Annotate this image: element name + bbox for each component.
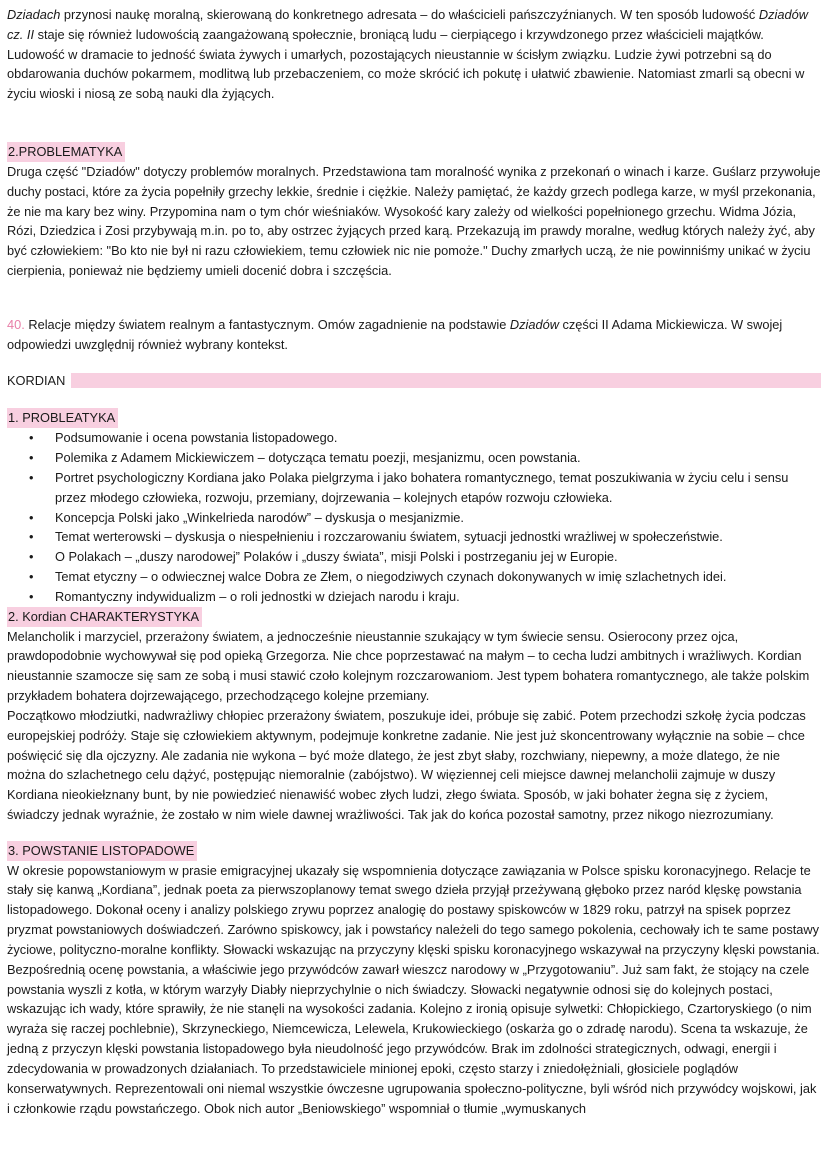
bullet-icon: • <box>29 450 34 466</box>
paragraph-intro-2: Ludowość w dramacie to jedność świata żywych i umarłych, pozostających nieustannie w ścisłym związku. Ludzie żywi potrzebni są do obdarowania duchów pokarmem, modlitwą lub przebaczeniem, co może skrócić ich pokutę i ułatwić zbawienie. Natomiast zmarli są obecni w życiu wioski i niosą ze sobą nauki dla żyjących. <box>7 46 805 102</box>
list-item-text: Portret psychologiczny Kordiana jako Polaka pielgrzyma i jako bohatera romantycznego, temat poszukiwania w życiu celu i sensu przez młodego człowieka, rozwoju, przemiany, dojrzewania – kolejnych etapów rozwoju człowieka. <box>55 469 789 505</box>
kordian-heading-row <box>7 371 821 391</box>
list-item <box>7 547 821 567</box>
bullet-icon: • <box>29 588 34 604</box>
list-item-text: Podsumowanie i ocena powstania listopadowego. <box>55 430 338 446</box>
list-item-text: Polemika z Adamem Mickiewiczem – dotycząca tematu poezji, mesjanizmu, ocen powstania. <box>55 450 581 466</box>
list-item <box>7 448 821 468</box>
title-reference: Dziadów <box>509 316 559 332</box>
exam-question <box>7 315 821 355</box>
bullet-icon: • <box>29 569 34 585</box>
list-item <box>7 508 821 528</box>
list-item-text: Koncepcja Polski jako „Winkelrieda narodów” – dyskusja o mesjanizmie. <box>55 509 464 525</box>
list-item-text: Temat werterowski – dyskusja o niespełnieniu i rozczarowaniu światem, sytuacji jednostki wrażliwej w społeczeństwie. <box>55 529 723 545</box>
bullet-icon: • <box>29 469 34 485</box>
title-reference: Dziadach <box>7 7 61 22</box>
highlight-bar <box>71 373 821 388</box>
list-item <box>7 468 821 508</box>
bullet-icon: • <box>29 549 34 565</box>
paragraph-powstanie-2: Bezpośrednią ocenę powstania, a właściwie jego przywódców zawarł wieszcz narodowy w „Przygotowaniu”. Już sam fakt, że stojący na czele powstania wyszli z kotła, w którym warzyły Diabły nieprzychylnie o nich świadczy. Słowacki negatywnie odnosi się do kolejnych postaci, wskazując ich wady, które sprawiły, że nie stanęli na wysokości zadania. Kolejno z ironią opisuje sylwetki: Chłopickiego, Czartoryskiego (o nim wyraża się raczej pochlebnie), Skrzyneckiego, Niemcewicza, Lelewela, Krukowieckiego (oskarża go o zdradę narodu). Scena ta wskazuje, że jedną z przyczyn klęski powstania listopadowego była nieudolność jego przywódców. Brak im zdolności strategicznych, odwagi, energii i zdecydowania w prowadzonych działaniach. To przedstawiciele minionej epoki, często starzy i zniedołężniali, głosiciele poglądów konserwatywnych. Reprezentowali oni niemal wszystkie ówczesne ugrupowania społeczno-polityczne, byli wśród nich przywódcy wojskowi, jak i członkowie rządu powstańczego. Obok nich autor „Beniowskiego” wspomniał o tłumie „wymuskanych <box>7 961 817 1116</box>
paragraph-powstanie-1: W okresie popowstaniowym w prasie emigracyjnej ukazały się wspomnienia dotyczące zawiązania w Polsce spisku koronacyjnego. Relacje te stały się kanwą „Kordiana”, jednak poeta za pierwszoplanowy temat swego dzieła przyjął przeżywaną głęboko przez naród klęskę powstania listopadowego. Dokonał oceny i analizy polskiego zrywu poprzez analogię do postawy spiskowców w 1829 roku, patrzył na spisek poprzez pryzmat powstaniowych doświadczeń. Zarówno spiskowcy, jak i powstańcy należeli do tego samego pokolenia, cechowały ich te same postawy życiowe, polityczno-moralne konflikty. Słowacki wskazując na przyczyny klęski spisku koronacyjnego wskazywał na przyczyny klęski powstania. <box>7 862 820 957</box>
bullet-icon: • <box>29 430 34 446</box>
list-item <box>7 428 821 448</box>
text-run: przynosi naukę moralną, skierowaną do konkretnego adresata – do właścicieli pańszczyźnianych. W ten sposób ludowość <box>60 7 759 22</box>
paragraph-intro-1 <box>7 5 821 45</box>
text-run: staje się również ludowością zaangażowaną społecznie, broniącą ludu – cierpiącego i krzywdzonego przez właścicieli majątków. <box>34 26 764 42</box>
list-item <box>7 527 821 547</box>
bullet-icon: • <box>29 509 34 525</box>
text-run: Relacje między światem realnym a fantastycznym. Omów zagadnienie na podstawie <box>24 316 510 332</box>
list-item-text: Temat etyczny – o odwiecznej walce Dobra ze Złem, o niegodziwych czynach dokonywanych w imię szlachetnych idei. <box>55 569 727 585</box>
list-item <box>7 587 821 607</box>
probleatyka-bullet-list <box>7 428 821 606</box>
section-heading-charakterystyka: 2. Kordian CHARAKTERYSTYKA <box>7 607 202 627</box>
section-heading-probleatyka: 1. PROBLEATYKA <box>7 408 118 428</box>
list-item-text: Romantyczny indywidualizm – o roli jednostki w dziejach narodu i kraju. <box>55 588 460 604</box>
paragraph-problematyka: Druga część "Dziadów" dotyczy problemów moralnych. Przedstawiona tam moralność wynika z przekonań o winach i karze. Guślarz przywołuje duchy postaci, które za życia popełniły grzechy lekkie, średnie i ciężkie. Należy pamiętać, że każdy grzech podlega karze, w myśl przekonania, że nie ma kary bez winy. Przypomina nam o tym chór wieśniaków. Wysokość kary zależy od wielkości popełnionego grzechu. Widma Józia, Rózi, Dziedzica i Zosi przybywają m.in. po to, aby ostrzec żyjących przed karą. Przekazują im prawdy moralne, według których należy żyć, aby być człowiekiem: "Bo kto nie był ni razu człowiekiem, temu człowiek nic nie pomoże." Duchy zmarłych uczą, że nie powinniśmy unikać w życiu cierpienia, ponieważ nie będziemy umieli docenić dobra i szczęścia. <box>7 163 821 279</box>
section-heading-problematyka: 2.PROBLEMATYKA <box>7 142 125 162</box>
title-reference: Dziadów cz. II <box>7 7 808 42</box>
list-item <box>7 567 821 587</box>
section-heading-powstanie: 3. POWSTANIE LISTOPADOWE <box>7 841 197 861</box>
question-number: 40. <box>7 316 25 332</box>
list-item-text: O Polakach – „duszy narodowej” Polaków i „duszy świata”, misji Polski i postrzeganiu jej w Europie. <box>55 549 618 565</box>
text-run: części II Adama Mickiewicza. W swojej odpowiedzi uwzględnij również wybrany kontekst. <box>7 316 783 352</box>
bullet-icon: • <box>29 529 34 545</box>
kordian-title: KORDIAN <box>7 372 66 388</box>
paragraph-charakterystyka-2: Początkowo młodziutki, nadwrażliwy chłopiec przerażony światem, poszukuje idei, próbuje się zabić. Potem przechodzi szkołę życia podczas europejskiej podróży. Staje się człowiekiem aktywnym, podejmuje konkretne zadanie. Nie jest już skoncentrowany wyłącznie na sobie – chce poświęcić się dla ojczyzny. Ale zadania nie wykona – być może dlatego, że jest zbyt słaby, rozchwiany, niepewny, a może dlatego, że nie można do szlachetnego celu dążyć, postępując niemoralnie (zabójstwo). W więziennej celi miejsce dawnej melancholii zajmuje w duszy Kordiana nieokiełznany bunt, by nie powiedzieć nienawiść wobec złych ludzi, złego świata. Sposób, w jaki bohater żegna się z życiem, świadczy jednak wyraźnie, że zostało w nim wiele dawnej wrażliwości. Tak jak do końca pozostał samotny, przez nikogo niezrozumiany. <box>7 707 806 822</box>
paragraph-charakterystyka-1: Melancholik i marzyciel, przerażony światem, a jednocześnie nieustannie szukający w tym świecie sensu. Osierocony przez ojca, prawdopodobnie wychowywał się pod opieką Grzegorza. Nie chce poprzestawać na małym – to cecha ludzi ambitnych i wrażliwych. Kordian nieustannie szamocze się sam ze sobą i musi stawić czoło kolejnym rozczarowaniom. Jest typem bohatera romantycznego, ale także polskim przykładem bohatera dojrzewającego, przechodzącego kolejne przemiany. <box>7 628 810 704</box>
